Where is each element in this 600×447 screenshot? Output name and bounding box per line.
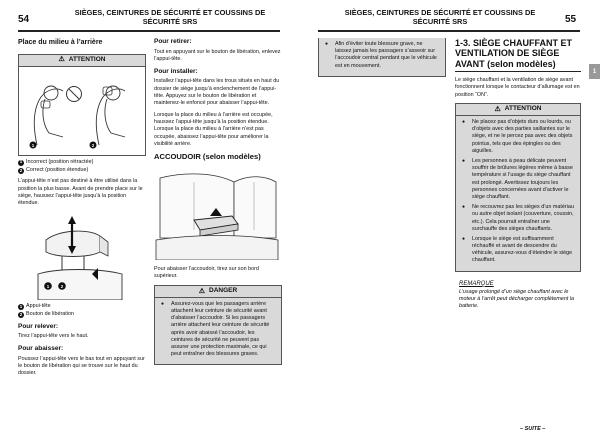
lower-heading: Pour abaisser: bbox=[18, 344, 64, 352]
attention-bullet-2: ● Les personnes à peau délicate peuvent souffrir de brûlures légères même à basse température si l’usage du siège chauffant est prolongé. Avertissez toujours les personnes concernées avant d’activer le siège chauffant. bbox=[462, 158, 574, 201]
column-1 bbox=[18, 38, 146, 382]
section-title-line3: AVANT (selon modèles) bbox=[455, 58, 556, 69]
attention-header-heated bbox=[456, 104, 580, 116]
headrest-position-illustration bbox=[19, 67, 145, 153]
raise-heading: Pour relever: bbox=[18, 322, 59, 330]
attention-bullet-1: ● Ne placez pas d’objets durs ou lourds, ou d’objets avec des parties saillantes sur le siège, et ne le percez pas avec des objets pointus, tels que des épingles ou des aiguilles. bbox=[462, 119, 574, 155]
attention-list-heated bbox=[456, 116, 580, 271]
caption-correct bbox=[18, 167, 146, 174]
caption-incorrect bbox=[18, 159, 146, 166]
warning-triangle-icon: ⚠ bbox=[58, 56, 65, 64]
adjust-fig-number-2: 2 bbox=[60, 283, 64, 289]
danger-header bbox=[155, 286, 281, 298]
armrest-heading: ACCOUDOIR (selon modèles) bbox=[154, 152, 261, 162]
column-2 bbox=[154, 38, 282, 365]
danger-label: DANGER bbox=[209, 286, 238, 294]
attention-bullet-4: ● Lorsque le siège est suffisamment réchauffé et avant de descendre du véhicule, assurez-vous d’éteindre le siège chauffant. bbox=[462, 236, 574, 265]
left-page-number: 54 bbox=[18, 14, 30, 25]
attention-label-heated: ATTENTION bbox=[504, 105, 542, 113]
danger-box bbox=[154, 285, 282, 366]
right-page-number: 55 bbox=[565, 14, 577, 25]
caption-number-1: 1 bbox=[19, 159, 23, 165]
legend-1-text: Appui-tête bbox=[26, 302, 51, 309]
left-running-header bbox=[60, 8, 280, 27]
attention-box-heated-seat bbox=[455, 103, 581, 272]
attention-box-headrest bbox=[18, 54, 146, 156]
install-heading: Pour installer: bbox=[154, 67, 198, 75]
column-3 bbox=[318, 38, 446, 77]
danger-continued-list bbox=[319, 38, 445, 76]
section-title-line2: VENTILATION DE SIÈGE bbox=[455, 48, 560, 59]
right-header-line2: SÉCURITÉ SRS bbox=[412, 17, 468, 27]
headrest-use-note: L’appui-tête n’est pas destiné à être utilisé dans la position la plus basse. Avant de prendre place sur le siège, haussez l’appui-tête jusqu’à la position étendue. bbox=[18, 178, 143, 207]
chapter-side-tab: 1 bbox=[589, 64, 600, 79]
attention-triangle-icon: ⚠ bbox=[494, 105, 501, 113]
section-title bbox=[455, 38, 581, 72]
rear-middle-heading: Place du milieu à l’arrière bbox=[18, 39, 103, 46]
raise-text: Tirez l’appui-tête vers le haut. bbox=[18, 333, 89, 340]
fig-number-1: 1 bbox=[31, 142, 35, 148]
remark-block bbox=[455, 280, 581, 311]
armrest-text: Pour abaisser l’accoudoir, tirez sur son bord supérieur. bbox=[154, 266, 259, 280]
legend-release-button bbox=[18, 311, 146, 318]
legend-headrest bbox=[18, 303, 146, 310]
legend-number-2: 2 bbox=[19, 312, 23, 318]
caption-2-text: Correct (position étendue) bbox=[26, 166, 89, 173]
armrest-illustration bbox=[154, 168, 280, 260]
attention-bullet-3: ● Ne recouvrez pas les sièges d’un matériau ou autre objet isolant (couverture, coussin, etc.). Cela pourrait entraîner une surchauffe des sièges chauffants. bbox=[462, 204, 574, 233]
caption-number-2: 2 bbox=[19, 167, 23, 173]
danger-continued-bullet: ● Afin d’éviter toute blessure grave, ne laissez jamais les passagers s’asseoir sur l’accoudoir central pendant que le véhicule est en mouvement. bbox=[325, 41, 439, 70]
fig-number-2: 2 bbox=[91, 142, 95, 148]
remove-text: Tout en appuyant sur le bouton de libération, enlevez l’appui-tête. bbox=[154, 48, 281, 63]
legend-number-1: 1 bbox=[19, 303, 23, 309]
left-header-rule bbox=[18, 30, 280, 32]
danger-bullet: ● Assurez-vous que les passagers arrière attachent leur ceinture de sécurité avant d’abaisser l’accoudoir. Si les passagers arrière attachent leur ceinture de sécurité après avoir abaissé l’accoudoir, les ceintures de sécurité ne peuvent pas assurer une protection maximale, ce qui peut entraîner des blessures graves. bbox=[161, 301, 275, 359]
headrest-adjust-illustration bbox=[18, 214, 144, 300]
right-header-line1: SIÈGES, CEINTURES DE SÉCURITÉ ET COUSSINS DE bbox=[344, 8, 536, 17]
column-4 bbox=[455, 38, 581, 311]
lower-text: Poussez l’appui-tête vers le bas tout en appuyant sur le bouton de libération qui se trouve sur le haut du dossier. bbox=[18, 355, 145, 377]
right-header-rule bbox=[318, 30, 580, 32]
remark-heading: REMARQUE bbox=[459, 280, 494, 287]
caption-1-text: Incorrect (position rétractée) bbox=[26, 158, 94, 165]
continued-footer: – SUITE – bbox=[520, 426, 546, 432]
danger-triangle-icon: ⚠ bbox=[198, 287, 206, 295]
remove-heading: Pour retirer: bbox=[154, 38, 192, 45]
attention-label: ATTENTION bbox=[68, 55, 106, 63]
install-text: Installez l’appui-tête dans les trous situés en haut du dossier de siège jusqu’à enclenchement de l’appui-tête. Appuyez sur le bouton de libération et maintenez-le enfoncé pour abaisser l’appui-tête. bbox=[154, 78, 280, 107]
attention-header bbox=[19, 55, 145, 67]
left-header-line1: SIÈGES, CEINTURES DE SÉCURITÉ ET COUSSINS DE bbox=[74, 8, 266, 17]
section-title-line1: 1-3. SIÈGE CHAUFFANT ET bbox=[455, 38, 573, 48]
remark-text: L’usage prolongé d’un siège chauffant avec le moteur à l’arrêt peut décharger complètement la batterie. bbox=[459, 288, 575, 310]
legend-2-text: Bouton de libération bbox=[26, 311, 74, 318]
middle-seat-text: Lorsque la place du milieu à l’arrière est occupée, haussez l’appui-tête jusqu’à la position étendue. Lorsque la place du milieu à l’arrière n’est pas occupée, abaissez l’appui-tête pour améliorer la visibilité arrière. bbox=[154, 111, 273, 148]
danger-list bbox=[155, 298, 281, 365]
danger-continued-box bbox=[318, 38, 446, 77]
left-header-line2: SÉCURITÉ SRS bbox=[142, 17, 198, 27]
adjust-fig-number-1: 1 bbox=[46, 283, 50, 289]
right-running-header bbox=[322, 8, 558, 27]
heated-seat-intro: Le siège chauffant et la ventilation de siège avant fonctionnent lorsque le contacteur d’allumage est en position “ON”. bbox=[455, 77, 580, 98]
